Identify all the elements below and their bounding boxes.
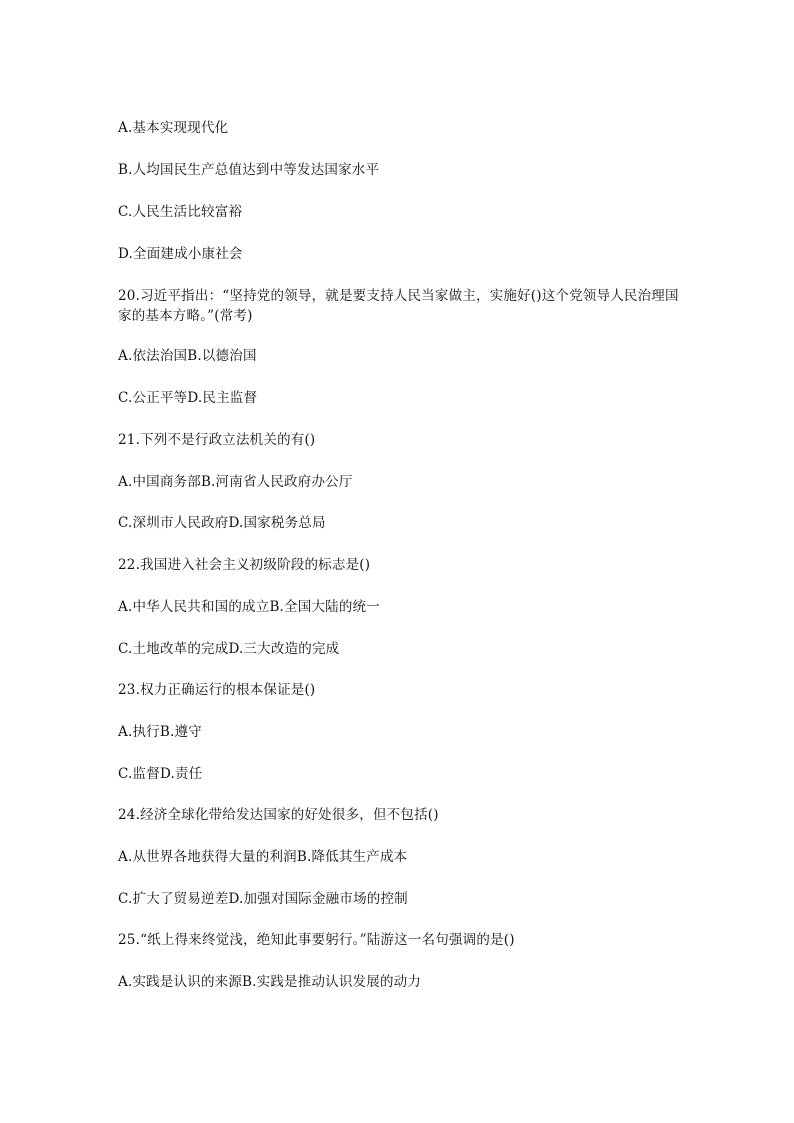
question-20: 20.习近平指出：“坚持党的领导，就是要支持人民当家做主，实施好()这个党领导人民治理国家的基本方略。”(常考) [118, 288, 679, 324]
option-line: C.土地改革的完成D.三大改造的完成 [118, 641, 340, 657]
option-line: B.人均国民生产总值达到中等发达国家水平 [118, 162, 380, 178]
question-23: 23.权力正确运行的根本保证是() [118, 682, 316, 698]
option-line: A.从世界各地获得大量的利润B.降低其生产成本 [118, 849, 408, 865]
option-line: C.深圳市人民政府D.国家税务总局 [118, 515, 326, 531]
option-line: D.全面建成小康社会 [118, 246, 243, 262]
option-line: A.实践是认识的来源B.实践是推动认识发展的动力 [118, 974, 422, 990]
option-line: C.公正平等D.民主监督 [118, 390, 258, 406]
question-22: 22.我国进入社会主义初级阶段的标志是() [118, 557, 371, 573]
question-24: 24.经济全球化带给发达国家的好处很多，但不包括() [118, 807, 439, 823]
option-line: A.执行B.遵守 [118, 724, 202, 740]
question-25: 25.“纸上得来终觉浅，绝知此事要躬行。”陆游这一名句强调的是() [118, 932, 515, 948]
option-line: C.监督D.责任 [118, 766, 203, 782]
option-line: A.基本实现现代化 [118, 120, 229, 136]
option-line: C.扩大了贸易逆差D.加强对国际金融市场的控制 [118, 891, 408, 907]
option-line: C.人民生活比较富裕 [118, 204, 243, 220]
option-line: A.中国商务部B.河南省人民政府办公厅 [118, 474, 353, 490]
option-line: A.依法治国B.以德治国 [118, 348, 257, 364]
question-21: 21.下列不是行政立法机关的有() [118, 432, 316, 448]
option-line: A.中华人民共和国的成立B.全国大陆的统一 [118, 599, 380, 615]
